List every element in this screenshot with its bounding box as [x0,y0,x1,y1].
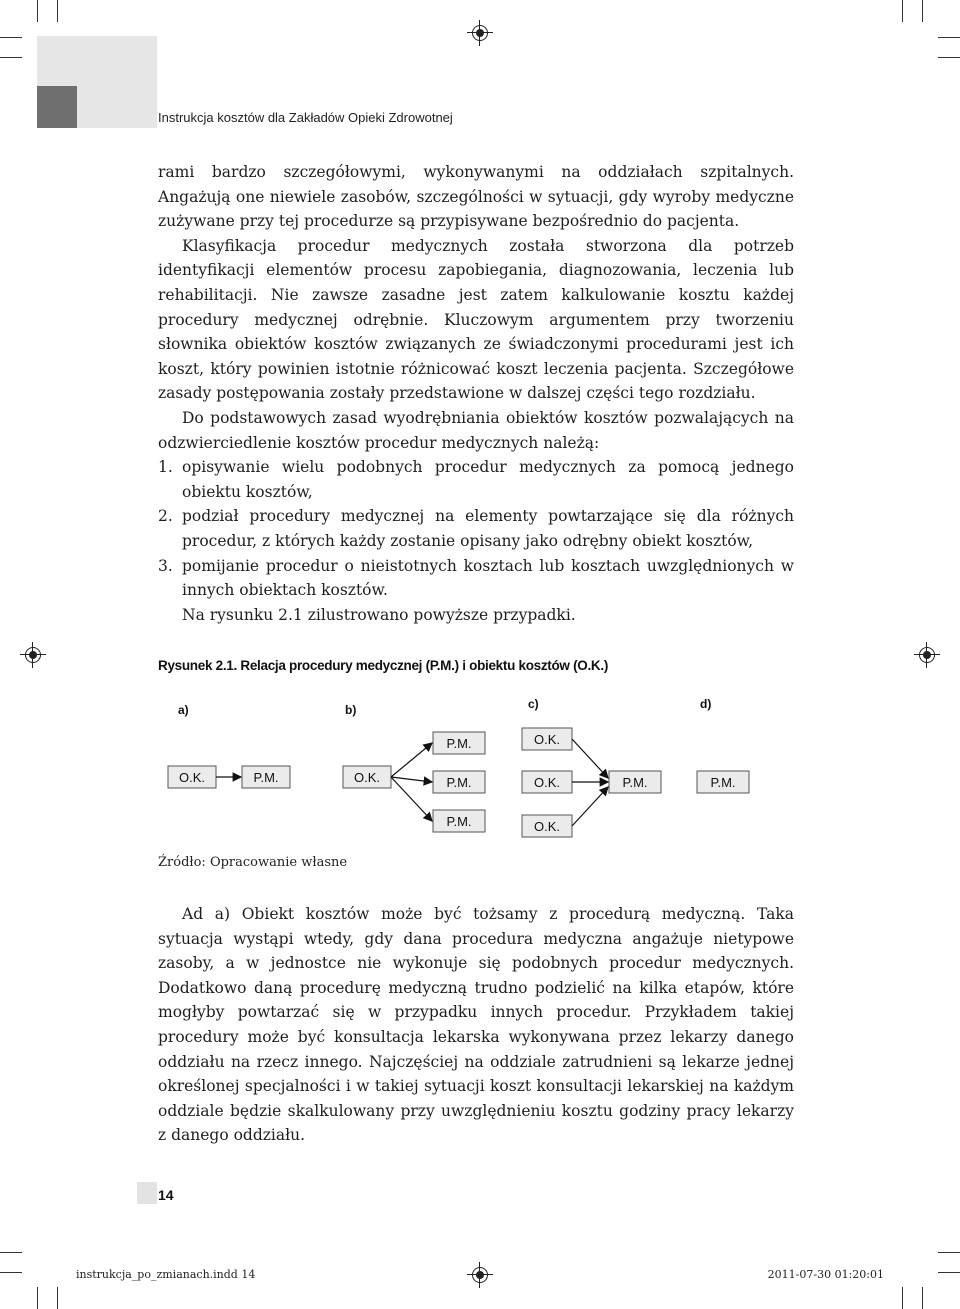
crop-mark [922,1287,923,1309]
panel-letter-c: c) [528,697,539,711]
slug-timestamp: 2011-07-30 01:20:01 [767,1268,884,1281]
paragraph: Ad a) Obiekt kosztów może być tożsamy z procedurą medyczną. Taka sytuacja wystąpi wtedy, gdy dana procedura medyczna angażuje nietypowe zasoby, a w jednostce nie wykonuje się podobnych procedur medycznych. Dodatkowo daną procedurę medyczną trudno podzielić na kilka etapów, które mogłyby powtarzać się w przypadku innych procedur. Przykładem takiej procedury może być konsultacja lekarska wykonywana przez lekarzy danego oddziału na rzecz innego. Najczęściej na oddziale zatrudnieni są lekarze jednej określonej specjalności i w takiej sytuacji koszt konsultacji lekarskiej na każdym oddziale będzie skalkulowany przy uwzględnieniu kosztu godziny pracy lekarzy z danego oddziału. [158,905,794,1145]
svg-text:O.K.: O.K. [178,770,206,785]
panel-a [168,766,290,788]
crop-mark [37,1287,38,1309]
list-item: 3. pomijanie procedur o nieistotnych kosztach lub kosztach uwzględnionych w innych obiektach kosztów. [158,556,794,600]
slug-file-info: instrukcja_po_zmianach.indd 14 [76,1268,256,1281]
crop-mark [37,0,38,22]
panel-letter-d: d) [700,697,712,711]
svg-text:P.M.: P.M. [446,814,472,829]
running-header: Instrukcja kosztów dla Zakładów Opieki Zdrowotnej [158,110,453,125]
panel-letter-a: a) [178,703,189,717]
panel-c [522,728,661,837]
paragraph: Do podstawowych zasad wyodrębniania obiektów kosztów pozwalających na odzwierciedlenie kosztów procedur medycznych należą: [158,408,794,452]
arrow [572,787,608,826]
panel-d [697,771,749,793]
page-number: 14 [158,1187,174,1203]
crop-mark [938,37,960,38]
arrow [572,739,608,778]
page-number-tab [137,1182,157,1204]
paragraph: rami bardzo szczegółowymi, wykonywanymi na oddziałach szpitalnych. Angażują one niewiele zasobów, szczególności w sytuacji, gdy wyroby medyczne zużywane przy tej procedurze są przypisywane bezpośrednio do pacjenta. [158,163,794,231]
figure-caption: Rysunek 2.1. Relacja procedury medycznej (P.M.) i obiektu kosztów (O.K.) [158,658,609,673]
crop-mark [0,1252,22,1253]
registration-mark-icon [471,24,489,42]
crop-mark [0,57,22,58]
svg-text:P.M.: P.M. [710,775,736,790]
svg-text:O.K.: O.K. [533,775,561,790]
registration-mark-icon [918,646,936,664]
svg-text:P.M.: P.M. [253,770,279,785]
crop-mark [938,1272,960,1273]
registration-mark-icon [471,1266,489,1284]
crop-mark [57,1287,58,1309]
svg-text:P.M.: P.M. [446,775,472,790]
crop-mark [922,0,923,22]
arrow [391,777,432,821]
header-band-accent [37,86,77,128]
figure-source: Źródło: Opracowanie własne [158,855,348,870]
list-item: 1. opisywanie wielu podobnych procedur medycznych za pomocą jednego obiektu kosztów, [158,458,794,501]
crop-mark [938,57,960,58]
relation-diagram [160,690,760,840]
svg-text:P.M.: P.M. [622,775,648,790]
crop-mark [0,37,22,38]
svg-text:P.M.: P.M. [446,736,472,751]
crop-mark [57,0,58,22]
arrow [391,777,432,782]
paragraph: Na rysunku 2.1 zilustrowano powyższe przypadki. [182,605,576,624]
arrow [391,743,432,777]
svg-text:O.K.: O.K. [353,770,381,785]
panel-b [343,732,485,832]
svg-text:O.K.: O.K. [533,819,561,834]
body-text-top [158,160,794,627]
list-item: 2. podział procedury medycznej na elementy powtarzające się dla różnych procedur, z których każdy zostanie opisany jako odrębny obiekt kosztów, [158,507,794,550]
paragraph: Klasyfikacja procedur medycznych została stworzona dla potrzeb identyfikacji elementów procesu zapobiegania, diagnozowania, leczenia lub rehabilitacji. Nie zawsze zasadne jest zatem kalkulowanie kosztu każdej procedury medycznej odrębnie. Kluczowym argumentem przy tworzeniu słownika obiektów kosztów związanych ze świadczonymi procedurami jest ich koszt, który powinien istotnie różnicować koszt leczenia pacjenta. Szczegółowe zasady postępowania zostały przedstawione w dalszej części tego rozdziału. [158,236,794,403]
panel-letter-b: b) [345,703,357,717]
body-text-bottom [158,902,794,1148]
crop-mark [0,1272,22,1273]
header-band [77,106,157,128]
crop-mark [902,1287,903,1309]
svg-text:O.K.: O.K. [533,732,561,747]
registration-mark-icon [24,646,42,664]
crop-mark [938,1252,960,1253]
crop-mark [902,0,903,22]
